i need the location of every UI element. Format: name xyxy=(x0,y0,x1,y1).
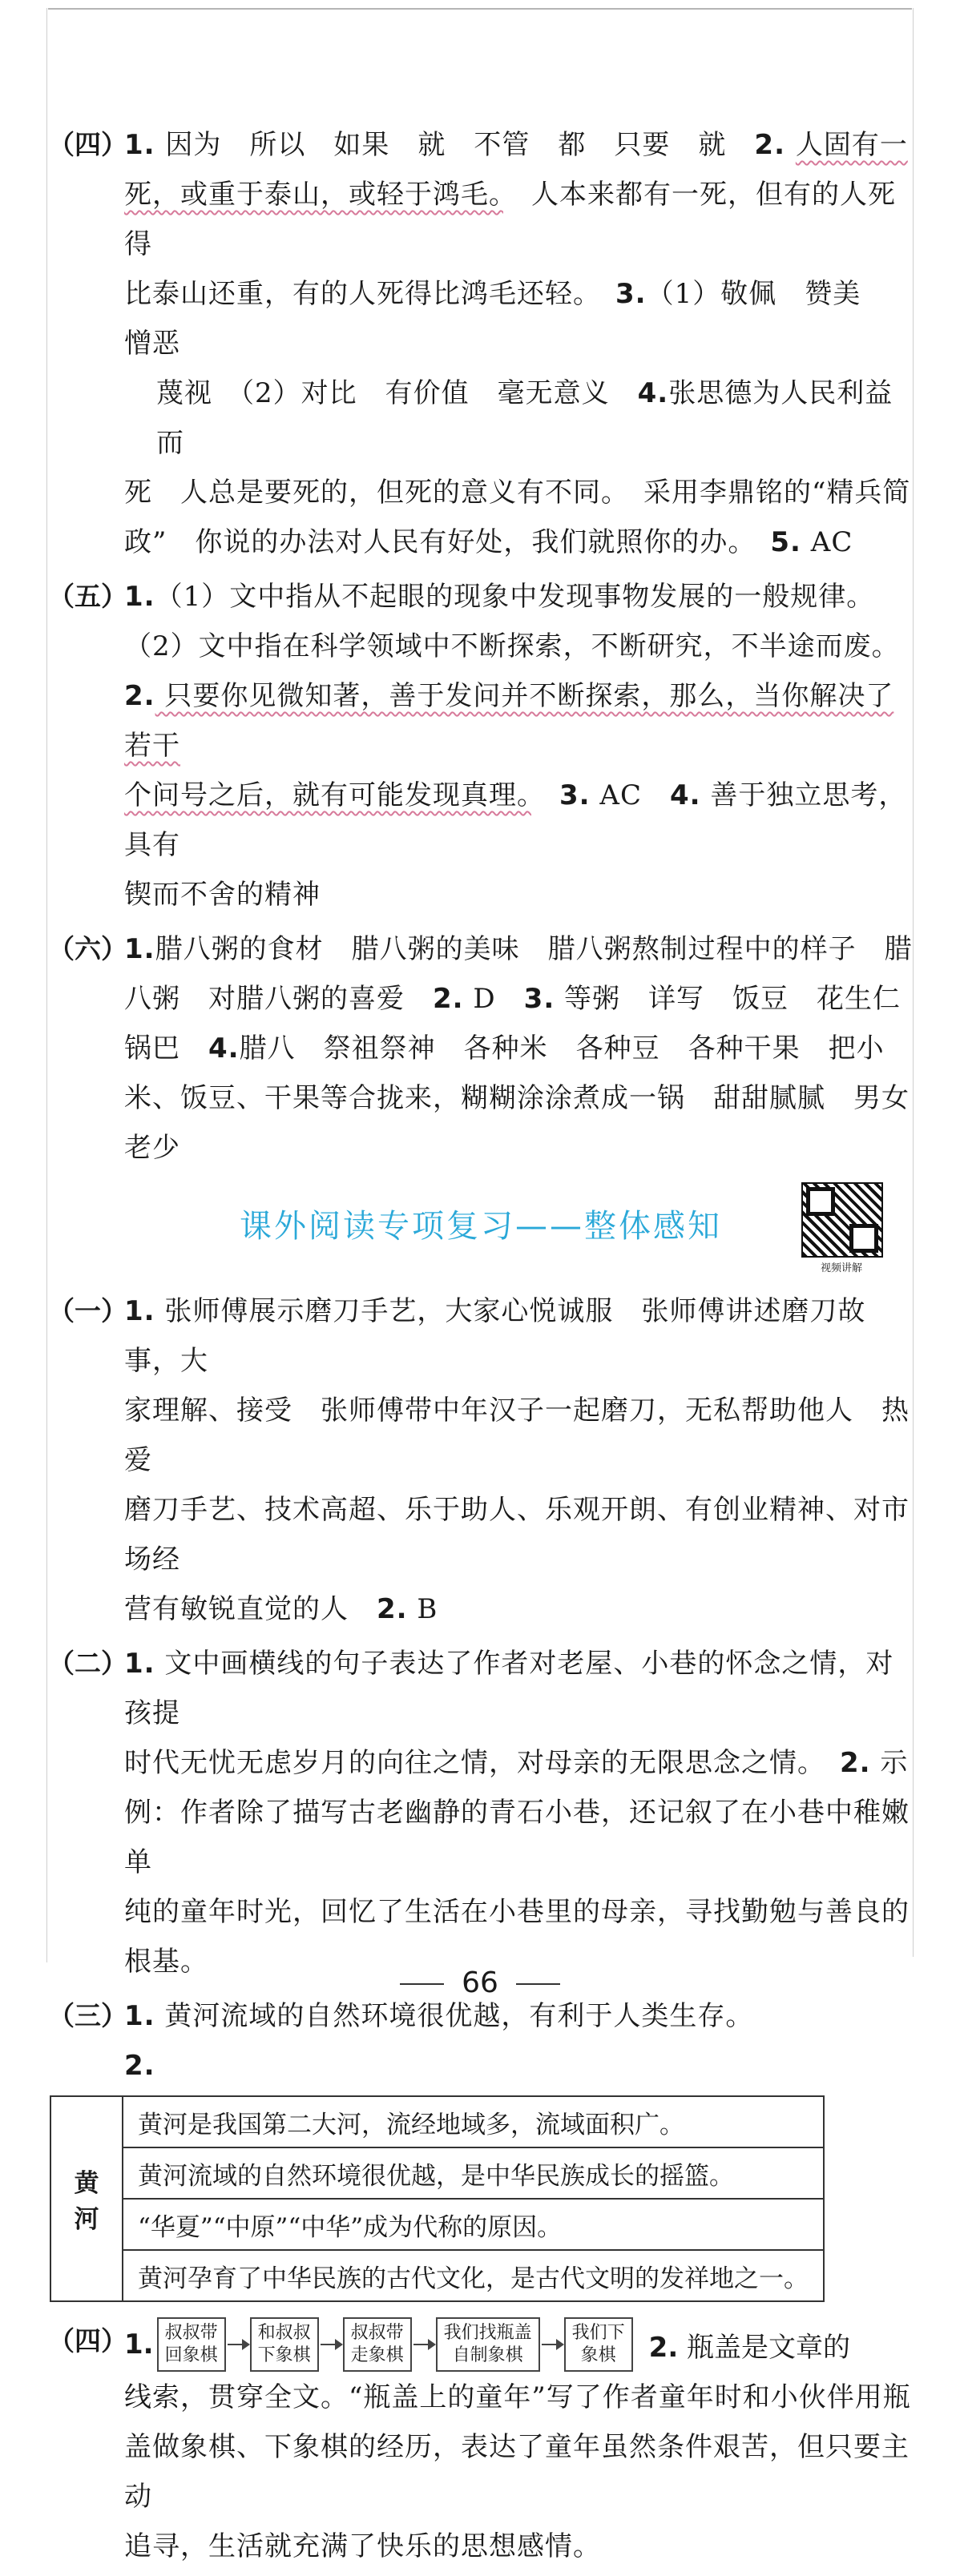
qr-code[interactable] xyxy=(801,1182,881,1274)
text-line xyxy=(124,924,914,974)
page-number: 66 xyxy=(0,1966,960,1999)
text-line: 追寻，生活就充满了快乐的思想感情。 xyxy=(124,2530,601,2562)
text-line: 磨刀手艺、技术高超、乐于助人、乐观开朗、有创业精神、对市场经 xyxy=(124,1494,910,1576)
text-line xyxy=(124,170,914,269)
wavy-underlined-text: 只要你见微知著，善于发问并不断探索，那么，当你解决了若干 xyxy=(124,680,894,762)
answer-text: AC xyxy=(801,526,853,558)
answer-text: 黄河流域的自然环境很优越，有利于人类生存。 xyxy=(155,2000,754,2032)
answer-text: （1）文中指从不起眼的现象中发现事物发展的一般规律。 xyxy=(155,581,875,613)
section-heading xyxy=(48,1182,914,1274)
table-head-cell: 黄河 xyxy=(50,2096,123,2301)
answer-text: 示 xyxy=(870,1747,909,1779)
text-line: 死 人总是要死的，但死的意义有不同。 采用李鼎铭的“精兵简 xyxy=(124,477,911,509)
item-number: 2. xyxy=(124,2050,155,2082)
arrow-right-icon xyxy=(321,2344,341,2345)
text-line xyxy=(124,120,914,170)
item-number: 1. xyxy=(124,2328,154,2361)
block-label: （四） xyxy=(48,129,127,160)
text-line: 盖做象棋、下象棋的经历，表达了童年虽然条件艰苦，但只要主动 xyxy=(124,2431,910,2513)
item-number: 2. xyxy=(377,1593,408,1625)
answer-text: 时代无忧无虑岁月的向往之情，对母亲的无限思念之情。 xyxy=(124,1747,840,1779)
block-label: （五） xyxy=(48,581,127,612)
answer-text: 政” 你说的办法对人民有好处，我们就照你的办。 xyxy=(124,526,771,558)
arrow-right-icon xyxy=(542,2344,563,2345)
wavy-underlined-text: 死，或重于泰山，或轻于鸿毛。 xyxy=(124,179,503,211)
flow-chart xyxy=(124,2316,914,2373)
text-line: 米、饭豆、干果等合拢来，糊糊涂涂煮成一锅 甜甜腻腻 男女 xyxy=(124,1082,910,1114)
answer-content xyxy=(48,120,914,2576)
text-line xyxy=(124,1286,914,1386)
answer-text: AC xyxy=(590,779,670,811)
text-line xyxy=(124,269,914,368)
table-row xyxy=(50,2250,824,2301)
flow-step: 和叔叔 下象棋 xyxy=(250,2317,319,2372)
reading-block-2 xyxy=(48,1639,914,1986)
answer-text: （1）敬佩 赞美 憎恶 xyxy=(124,278,889,360)
item-number: 1. xyxy=(124,933,155,965)
block-label: （四） xyxy=(48,2325,127,2357)
block-label: （一） xyxy=(48,1295,127,1326)
answer-text: 等粥 详写 饭豆 花生仁 xyxy=(555,983,902,1015)
answer-text: D xyxy=(463,983,524,1015)
text-line: 纯的童年时光，回忆了生活在小巷里的母亲，寻找勤勉与善良的 xyxy=(124,1896,910,1928)
answer-block-6 xyxy=(48,924,914,1173)
flow-step: 我们下 象棋 xyxy=(564,2317,633,2372)
text-line xyxy=(124,572,914,622)
arrow-right-icon xyxy=(228,2344,248,2345)
wavy-underlined-text: 人固有一 xyxy=(795,129,908,161)
qr-label: 视频讲解 xyxy=(820,1262,862,1274)
answer-text: 锅巴 xyxy=(124,1032,208,1065)
item-number: 2. xyxy=(433,983,464,1015)
block-label: （六） xyxy=(48,933,127,964)
text-line xyxy=(124,1024,914,1073)
table-cell: “华夏”“中原”“中华”成为代称的原因。 xyxy=(123,2199,824,2250)
table-row xyxy=(50,2199,824,2250)
block-label: （二） xyxy=(48,1648,127,1679)
text-line: 例：作者除了描写古老幽静的青石小巷，还记叙了在小巷中稚嫩单 xyxy=(124,1797,910,1878)
qr-code-icon xyxy=(801,1182,883,1258)
block-label: （三） xyxy=(48,2000,127,2031)
section-title: 课外阅读专项复习——整体感知 xyxy=(240,1208,722,1245)
flow-step: 叔叔带 回象棋 xyxy=(157,2317,226,2372)
answer-text: 蔑视 （2）对比 有价值 毫无意义 xyxy=(156,377,638,409)
item-number: 1. xyxy=(124,1648,155,1680)
text-line xyxy=(124,517,914,567)
item-number: 5. xyxy=(770,526,801,558)
answer-text: 腊八 祭祖祭神 各种米 各种豆 各种干果 把小 xyxy=(239,1032,885,1065)
text-line xyxy=(124,1584,914,1634)
answer-text: 善于独立思考，具有 xyxy=(124,779,907,861)
flow-step: 叔叔带 走象棋 xyxy=(343,2317,412,2372)
item-number: 4. xyxy=(637,377,669,409)
text-line xyxy=(124,368,914,468)
answer-text: 张思德为人民利益而 xyxy=(156,377,893,459)
item-number: 1. xyxy=(124,2000,155,2032)
text-line xyxy=(124,974,914,1024)
text-line xyxy=(124,1639,914,1738)
answer-block-4 xyxy=(48,120,914,567)
text-line: 线索，贯穿全文。“瓶盖上的童年”写了作者童年时和小伙伴用瓶 xyxy=(124,2381,911,2413)
answer-text: 因为 所以 如果 就 不管 都 只要 就 xyxy=(165,129,755,161)
reading-block-3 xyxy=(48,1991,914,2091)
arrow-right-icon xyxy=(413,2344,434,2345)
answer-block-5 xyxy=(48,572,914,920)
table-cell: 黄河孕育了中华民族的古代文化，是古代文明的发祥地之一。 xyxy=(123,2250,824,2301)
answer-text: 张师傅展示磨刀手艺，大家心悦诚服 张师傅讲述磨刀故事，大 xyxy=(124,1295,866,1377)
text-line: 家理解、接受 张师傅带中年汉子一起磨刀，无私帮助他人 热爱 xyxy=(124,1395,910,1476)
table-cell: 黄河是我国第二大河，流经地域多，流域面积广。 xyxy=(123,2096,824,2147)
answer-text: 八粥 对腊八粥的喜爱 xyxy=(124,983,433,1015)
table-row xyxy=(50,2096,824,2147)
item-number: 2. xyxy=(840,1747,871,1779)
answer-text: 2. 瓶盖是文章的 xyxy=(648,2331,851,2364)
reading-block-1 xyxy=(48,1286,914,1634)
item-number: 4. xyxy=(669,779,701,811)
item-number: 4. xyxy=(208,1032,240,1065)
table-cell: 黄河流域的自然环境很优越，是中华民族成长的摇篮。 xyxy=(123,2147,824,2199)
text-line: 锲而不舍的精神 xyxy=(124,879,321,911)
table-row xyxy=(50,2147,824,2199)
top-rule xyxy=(48,0,912,10)
wavy-underlined-text: 个问号之后，就有可能发现真理。 xyxy=(124,779,531,811)
text-line: 根基。 xyxy=(124,1946,208,1978)
item-number: 2. xyxy=(754,129,796,161)
text-line xyxy=(124,671,914,771)
yellow-river-table xyxy=(50,2095,825,2302)
answer-text: 腊八粥的食材 腊八粥的美味 腊八粥熬制过程中的样子 腊 xyxy=(155,933,913,965)
text-line xyxy=(124,771,914,870)
answer-text: 人本来都有一死，但有的人死得 xyxy=(124,179,896,260)
flow-step: 我们找瓶盖 自制象棋 xyxy=(436,2317,540,2372)
reading-block-4 xyxy=(48,2316,914,2571)
item-number: 1. xyxy=(124,581,155,613)
answer-text: 比泰山还重，有的人死得比鸿毛还轻。 xyxy=(124,278,615,310)
text-line xyxy=(124,1738,914,1788)
text-line: 老少 xyxy=(124,1132,180,1164)
item-number: 1. xyxy=(124,129,166,161)
item-number: 3. xyxy=(531,779,591,811)
answer-text: 文中画横线的句子表达了作者对老屋、小巷的怀念之情，对孩提 xyxy=(124,1648,894,1729)
item-number: 1. xyxy=(124,1295,155,1327)
text-line: （2）文中指在科学领域中不断探索，不断研究，不半途而废。 xyxy=(124,630,900,662)
left-margin-rule xyxy=(46,8,47,1962)
item-number: 3. xyxy=(523,983,555,1015)
answer-text: 营有敏锐直觉的人 xyxy=(124,1593,377,1625)
item-number: 3. xyxy=(615,278,647,310)
answer-text: B xyxy=(407,1593,438,1625)
item-number: 2. xyxy=(124,680,155,712)
